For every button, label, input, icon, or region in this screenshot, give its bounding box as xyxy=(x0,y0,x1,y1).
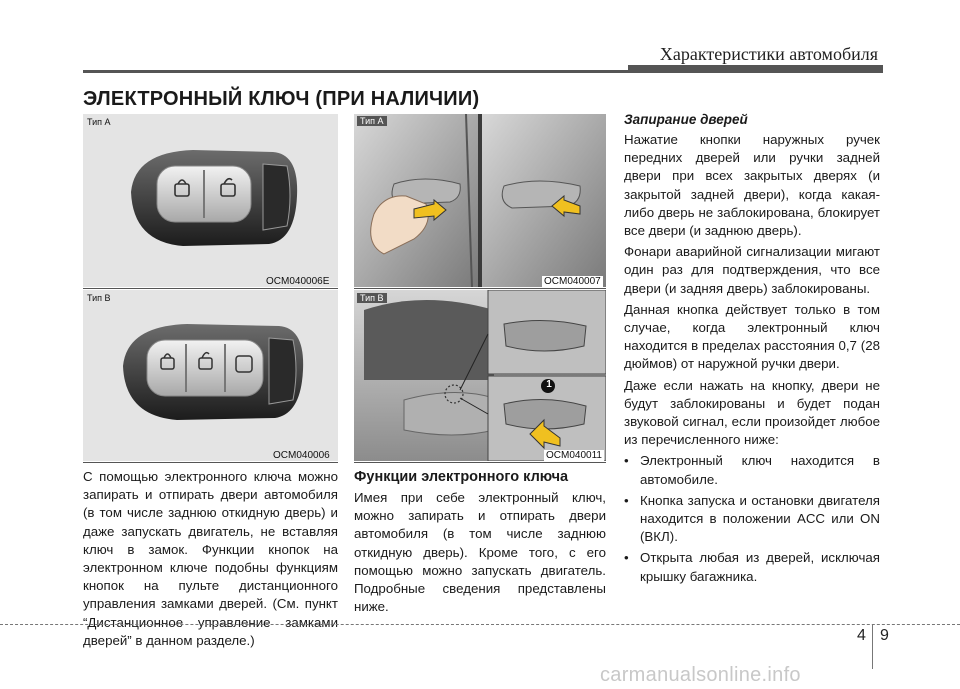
smart-key-a-illustration xyxy=(83,114,338,287)
locking-paragraph-2: Фонари аварийной сигнализации мигают один раз для подтверждения, что все двери (и задняя дверь) заблокированы. xyxy=(624,244,880,296)
list-item-text: Кнопка запуска и остановки двигателя находится в положении ACC или ON (ВКЛ). xyxy=(640,492,880,545)
figure-key-type-a xyxy=(83,114,338,287)
figure-door-type-b xyxy=(354,290,606,461)
bullet-mark: • xyxy=(624,492,629,508)
locking-paragraph-1: Нажатие кнопки наружных ручек передних дверей или ручки задней двери при всех закрытых дверях (и закрытой задней двери), когда какая-либо дверь не заблокирована, блокирует все двери (и заднюю дверь). xyxy=(624,132,880,239)
figure-key-type-b-code: OCM040006 xyxy=(273,450,330,461)
page-number-separator xyxy=(872,624,873,669)
figure-door-type-a xyxy=(354,114,606,287)
intro-paragraph: С помощью электронного ключа можно запирать и отпирать двери автомобиля (в том числе заднюю откидную дверь) и даже запускать двигатель, не вставляя ключ в замок. Функции кнопок на электронном ключе подобны функциям кнопок на пульте дистанционного управления замками дверей. (См. пункт “Дистанционное управление замками дверей” в данном разделе.) xyxy=(83,469,338,648)
footer-rule xyxy=(0,624,960,625)
figure-door-type-b-label: Тип B xyxy=(357,293,387,303)
locking-title: Запирание дверей xyxy=(624,112,748,127)
figure-door-type-a-code: OCM040007 xyxy=(544,276,601,287)
list-item-text: Открыта любая из дверей, исключая крышку багажника. xyxy=(640,550,880,584)
figure-rule xyxy=(83,288,338,289)
door-handle-a-illustration xyxy=(354,114,606,287)
figure-key-type-b xyxy=(83,290,338,461)
list-item xyxy=(624,549,880,585)
locking-text xyxy=(624,131,880,589)
functions-title: Функции электронного ключа xyxy=(354,469,569,485)
bullet-mark: • xyxy=(624,550,629,566)
figure-rule xyxy=(354,462,606,463)
locking-paragraph-4: Даже если нажать на кнопку, двери не будут заблокированы и будет подан звуковой сигнал, если произойдет любое из перечисленного ниже: xyxy=(624,377,880,448)
tailgate-handle-b-illustration xyxy=(354,290,606,461)
figure-rule xyxy=(83,462,338,463)
running-head-title: Характеристики автомобиля xyxy=(659,44,878,64)
watermark: carmanualsonline.info xyxy=(600,664,801,686)
list-item xyxy=(624,452,880,488)
header-rule-accent xyxy=(628,65,883,72)
figure-key-type-b-label: Тип B xyxy=(87,293,111,303)
functions-paragraph: Имея при себе электронный ключ, можно запирать и отпирать двери автомобиля (в том числе заднюю откидную дверь). Кроме того, с его помощью можно запускать двигатель. Подробные сведения представлены ниже. xyxy=(354,490,606,615)
section-title: ЭЛЕКТРОННЫЙ КЛЮЧ (ПРИ НАЛИЧИИ) xyxy=(83,88,480,110)
list-item-text: Электронный ключ находится в автомобиле. xyxy=(640,453,880,487)
smart-key-b-illustration xyxy=(83,290,338,461)
bullet-mark: • xyxy=(624,453,629,469)
figure-key-type-a-label: Тип A xyxy=(87,117,111,127)
locking-paragraph-3: Данная кнопка действует только в том случае, когда электронный ключ находится в пределах расстояния 0,7 (28 дюймов) от наружной ручки двери. xyxy=(624,301,880,372)
callout-marker: 1 xyxy=(546,379,552,390)
page-number-right: 9 xyxy=(880,627,889,644)
list-item xyxy=(624,492,880,547)
figure-door-type-b-code: OCM040011 xyxy=(546,450,602,461)
figure-door-type-a-label: Тип A xyxy=(357,116,387,126)
figure-rule xyxy=(354,288,606,289)
figure-key-type-a-code: OCM040006E xyxy=(266,276,330,287)
page-number-left: 4 xyxy=(857,627,866,644)
